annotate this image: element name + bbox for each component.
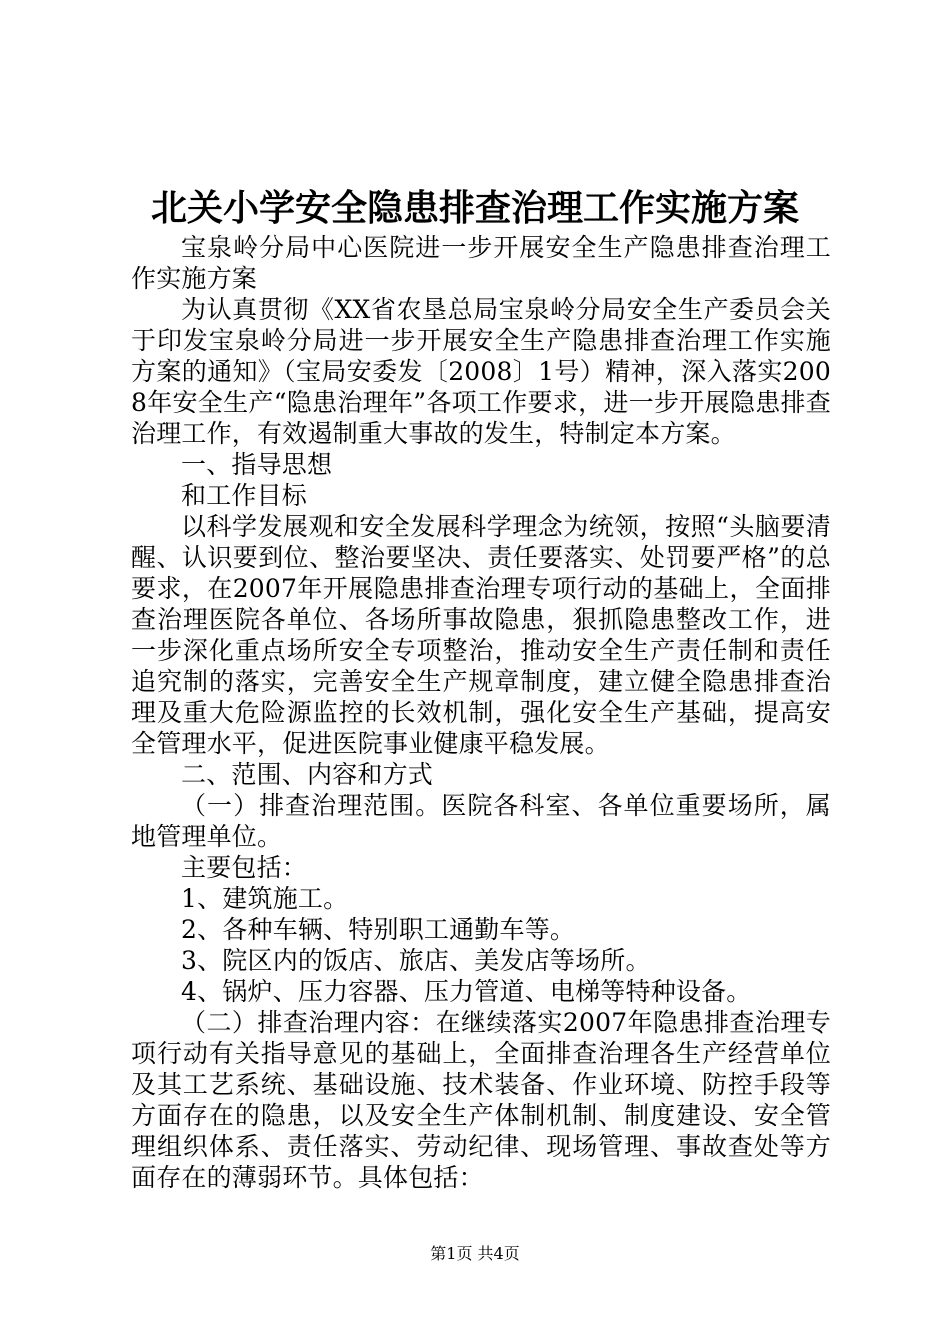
document-title: 北关小学安全隐患排查治理工作实施方案 [150, 187, 799, 229]
section-heading-guiding-thought: 一、指导思想 [181, 450, 333, 479]
paragraph-subtitle: 宝泉岭分局中心医院进一步开展安全生产隐患排查治理工作实施方案 [131, 233, 831, 293]
paragraph-intro: 为认真贯彻《XX省农垦总局宝泉岭分局安全生产委员会关于印发宝泉岭分局进一步开展安全生产隐患排查治理工作实施方案的通知》（宝局安委发〔2008〕1号）精神，深入落实2008年安全生产“隐患治理年”各项工作要求，进一步开展隐患排查治理工作，有效遏制重大事故的发生，特制定本方案。 [131, 295, 831, 448]
section-heading-scope: 二、范围、内容和方式 [181, 760, 434, 789]
list-item: 4、锅炉、压力容器、压力管道、电梯等特种设备。 [181, 977, 752, 1006]
document-body [131, 232, 831, 1193]
section-heading-work-goals: 和工作目标 [181, 481, 308, 510]
list-item: 1、建筑施工。 [181, 884, 349, 913]
paragraph-goals: 以科学发展观和安全发展科学理念为统领，按照“头脑要清醒、认识要到位、整治要坚决、责任要落实、处罚要严格”的总要求，在2007年开展隐患排查治理专项行动的基础上，全面排查治理医院各单位、各场所事故隐患，狠抓隐患整改工作，进一步深化重点场所安全专项整治，推动安全生产责任制和责任追究制的落实，完善安全生产规章制度，建立健全隐患排查治理及重大危险源监控的长效机制，强化安全生产基础，提高安全管理水平，促进医院事业健康平稳发展。 [131, 512, 831, 758]
list-item: 2、各种车辆、特别职工通勤车等。 [181, 915, 576, 944]
paragraph-main-includes: 主要包括： [181, 853, 308, 882]
paragraph-scope: （一）排查治理范围。医院各科室、各单位重要场所，属地管理单位。 [131, 791, 831, 851]
list-item: 3、院区内的饭店、旅店、美发店等场所。 [181, 946, 651, 975]
paragraph-content: （二）排查治理内容：在继续落实2007年隐患排查治理专项行动有关指导意见的基础上，全面排查治理各生产经营单位及其工艺系统、基础设施、技术装备、作业环境、防控手段等方面存在的隐患，以及安全生产体制机制、制度建设、安全管理组织体系、责任落实、劳动纪律、现场管理、事故查处等方面存在的薄弱环节。具体包括： [131, 1008, 831, 1192]
page-number: 第1页 共4页 [430, 1244, 520, 1263]
